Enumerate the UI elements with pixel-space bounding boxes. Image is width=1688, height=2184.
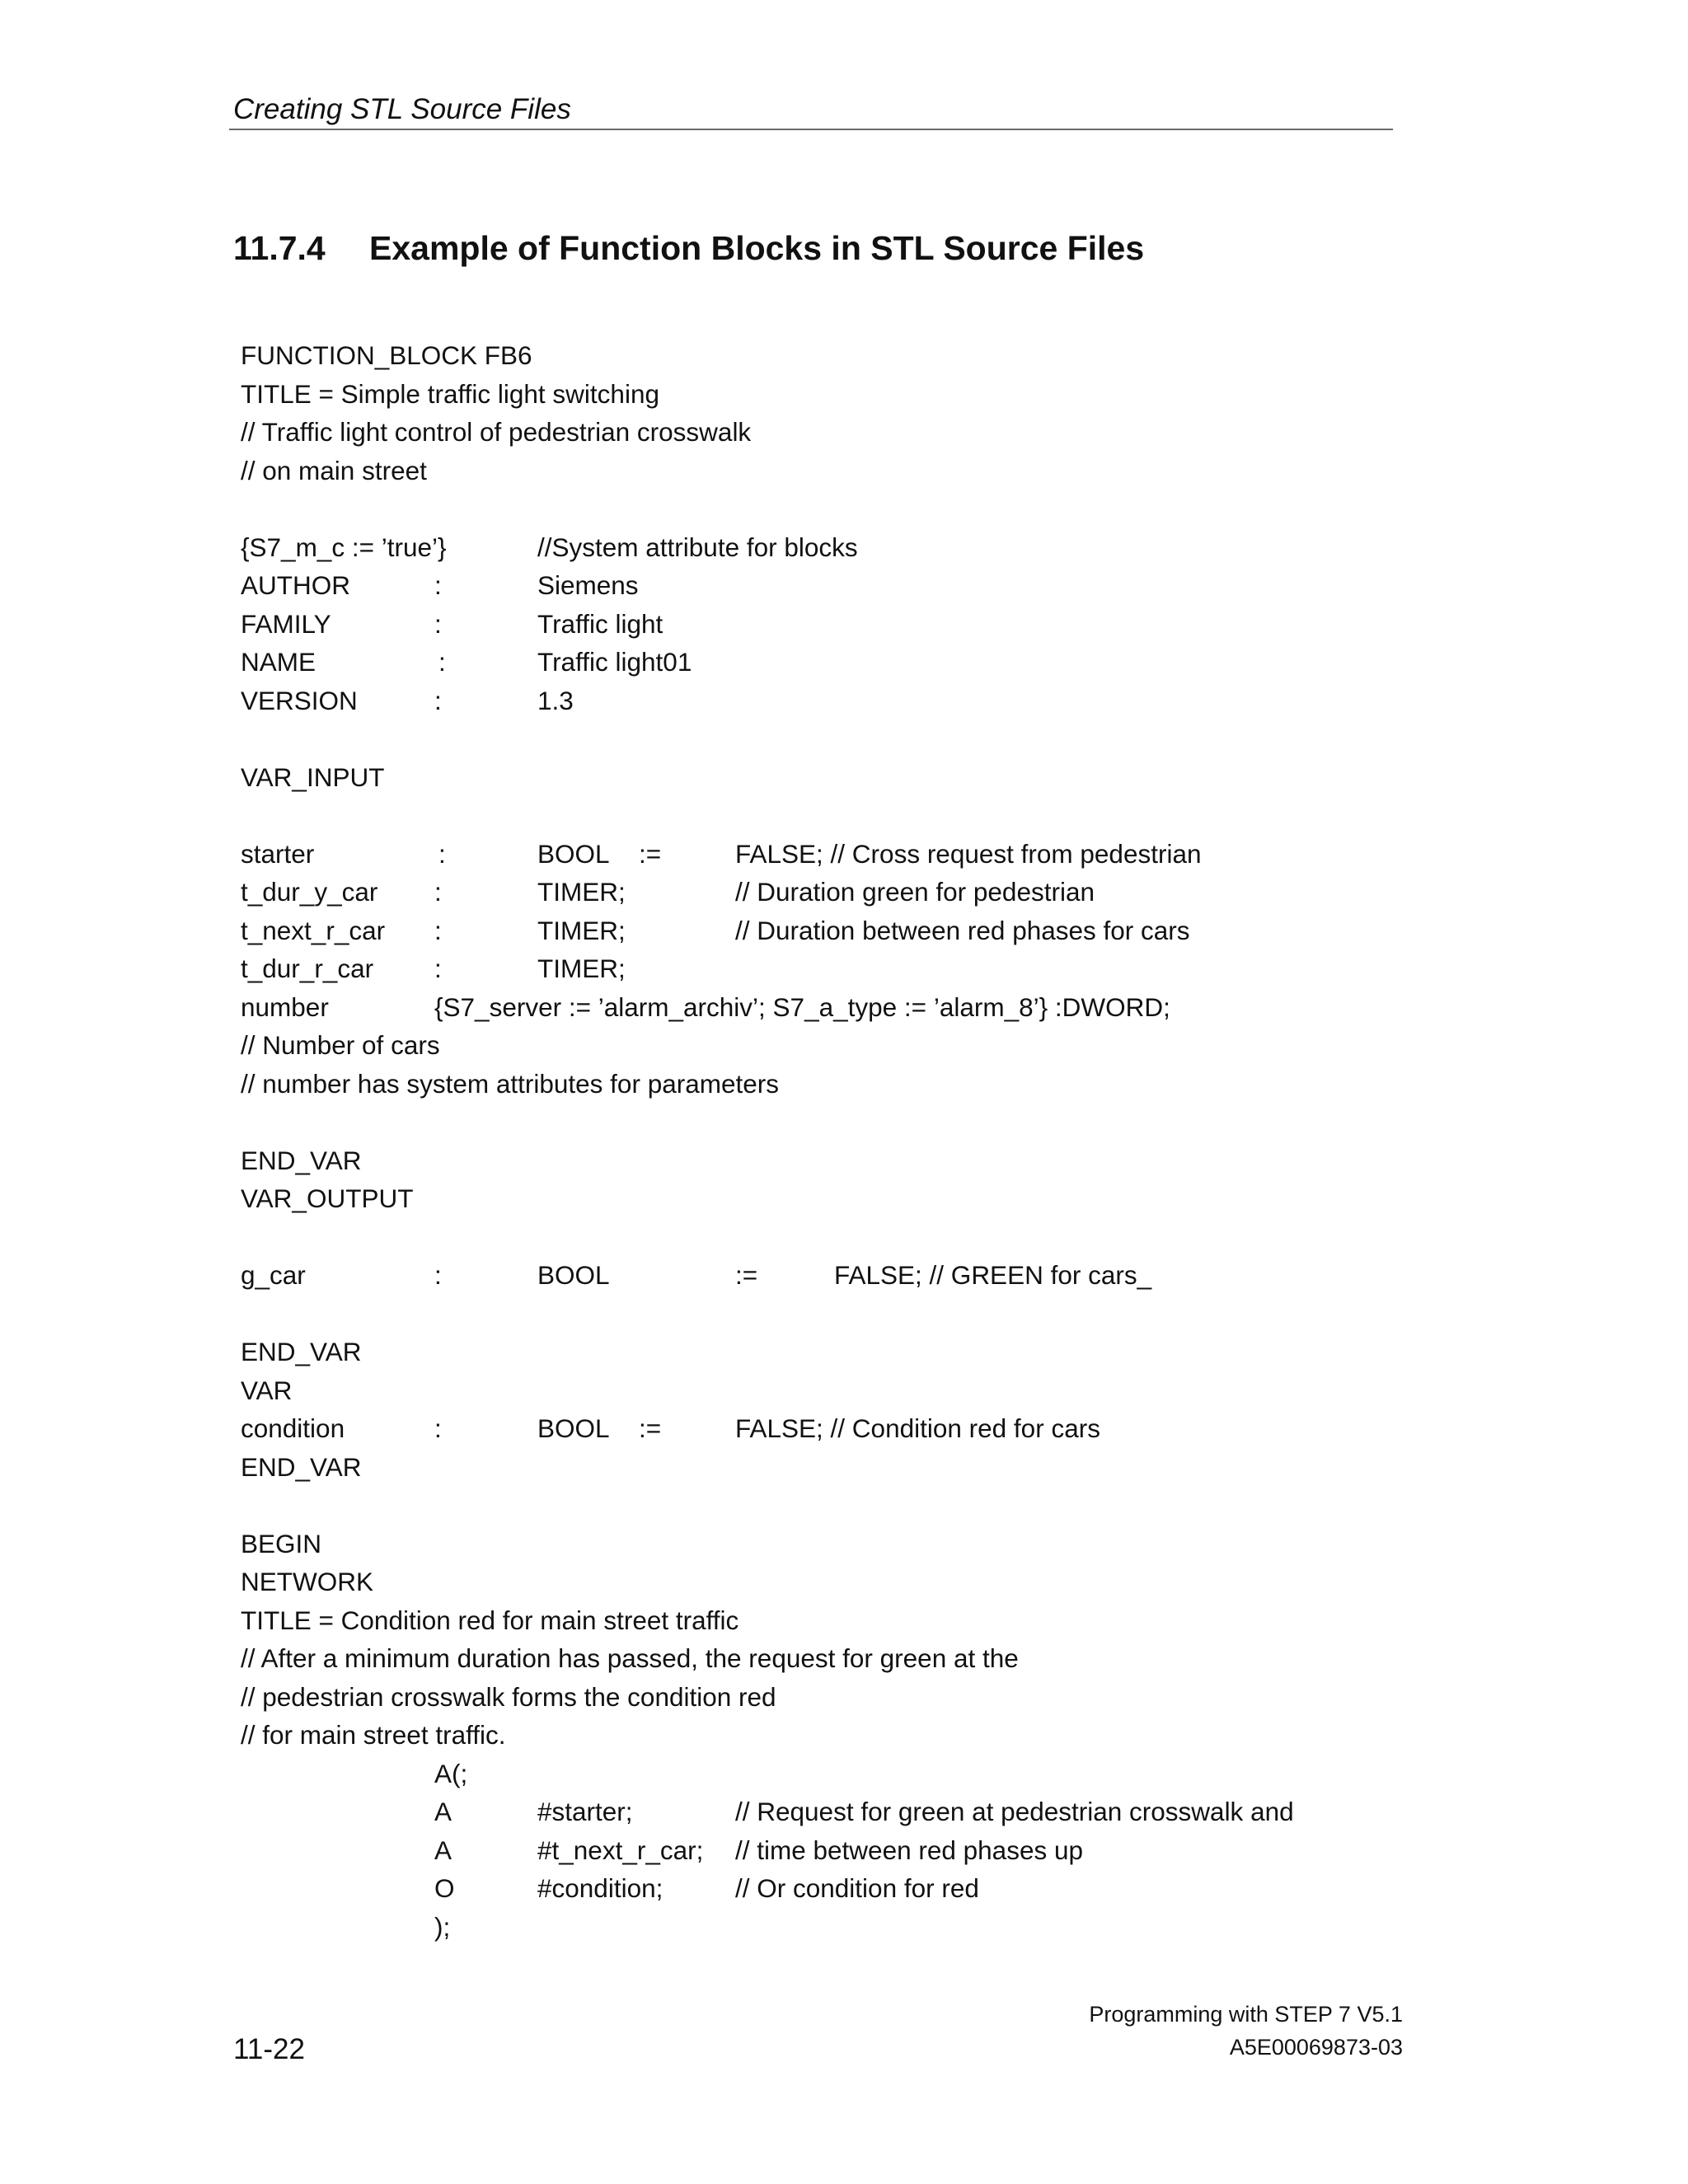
code-token: END_VAR <box>241 1337 362 1366</box>
section-title: Example of Function Blocks in STL Source Files <box>369 229 1145 267</box>
code-line <box>241 1755 1395 1793</box>
code-token: NAME <box>241 647 316 677</box>
blank-line <box>241 796 1395 835</box>
code-line <box>241 1639 1395 1678</box>
code-line <box>241 336 1395 375</box>
code-token: // number has system attributes for parameters <box>241 1068 780 1099</box>
code-token: ); <box>434 1911 451 1942</box>
blank-line <box>241 1486 1395 1525</box>
code-token: : <box>434 954 442 983</box>
code-token: #t_next_r_car; <box>537 1835 704 1865</box>
code-token: END_VAR <box>241 1145 362 1175</box>
code-token: TIMER; <box>537 954 626 983</box>
code-line <box>241 643 1395 682</box>
section-number: 11.7.4 <box>233 229 326 267</box>
code-line <box>241 988 1395 1027</box>
running-header-title: Creating STL Source Files <box>233 93 571 125</box>
code-line <box>241 758 1395 797</box>
code-token: := <box>735 1260 758 1290</box>
code-token: : <box>438 838 446 869</box>
order-number: A5E00069873-03 <box>1229 2035 1403 2060</box>
code-line <box>241 1678 1395 1717</box>
code-token: // time between red phases up <box>735 1835 1084 1865</box>
code-token: : <box>434 608 442 639</box>
header-rule <box>229 129 1393 130</box>
code-token: // pedestrian crosswalk forms the condition red <box>241 1681 776 1712</box>
code-line <box>241 912 1395 950</box>
code-token: #starter; <box>537 1797 633 1826</box>
code-token: BOOL <box>537 1413 610 1443</box>
code-token: number <box>241 991 329 1022</box>
code-token: := <box>639 838 662 869</box>
code-line <box>241 1179 1395 1218</box>
code-line <box>241 1908 1395 1947</box>
code-line <box>241 1409 1395 1448</box>
code-token: A <box>434 1797 452 1826</box>
code-token: t_dur_r_car <box>241 954 374 983</box>
blank-line <box>241 490 1395 528</box>
code-token: Siemens <box>537 570 639 600</box>
code-token: : <box>434 570 442 600</box>
code-token: VAR_INPUT <box>241 762 385 792</box>
code-token: := <box>639 1413 662 1443</box>
code-token: BOOL <box>537 1260 610 1290</box>
code-token: {S7_m_c := ’true’} <box>241 532 447 562</box>
code-token: : <box>434 877 442 907</box>
code-token: NETWORK <box>241 1567 373 1596</box>
code-token: // Or condition for red <box>735 1873 979 1903</box>
code-line <box>241 1065 1395 1104</box>
code-line <box>241 1026 1395 1065</box>
code-token: FUNCTION_BLOCK FB6 <box>241 340 532 370</box>
code-token: AUTHOR <box>241 570 350 600</box>
code-line <box>241 1716 1395 1755</box>
code-token: TITLE = Simple traffic light switching <box>241 378 659 409</box>
code-token: : <box>438 647 446 677</box>
code-token: FALSE; // GREEN for cars_ <box>834 1260 1152 1290</box>
code-token: //System attribute for blocks <box>537 532 858 562</box>
code-token: A <box>434 1835 452 1865</box>
code-line <box>241 1448 1395 1487</box>
code-line <box>241 413 1395 452</box>
code-line <box>241 1525 1395 1563</box>
code-token: t_dur_y_car <box>241 877 378 907</box>
blank-line <box>241 1103 1395 1141</box>
code-token: // on main street <box>241 455 427 485</box>
code-token: TIMER; <box>537 915 626 945</box>
code-token: VAR <box>241 1375 293 1405</box>
code-token: starter <box>241 838 315 869</box>
code-token: // After a minimum duration has passed, the request for green at the <box>241 1643 1019 1673</box>
code-token: #condition; <box>537 1873 663 1903</box>
code-token: // Duration between red phases for cars <box>735 915 1190 945</box>
code-token: condition <box>241 1413 345 1443</box>
code-token: VAR_OUTPUT <box>241 1183 414 1213</box>
code-token: TIMER; <box>537 877 626 907</box>
code-line <box>241 949 1395 988</box>
code-line <box>241 375 1395 414</box>
code-token: TITLE = Condition red for main street traffic <box>241 1605 739 1635</box>
code-line <box>241 835 1395 874</box>
stl-source-listing <box>241 336 1395 1946</box>
code-line <box>241 1333 1395 1371</box>
code-line <box>241 1601 1395 1640</box>
code-token: // Traffic light control of pedestrian crosswalk <box>241 417 752 447</box>
code-line <box>241 605 1395 644</box>
code-line <box>241 682 1395 720</box>
code-token: FAMILY <box>241 608 331 639</box>
code-token: Traffic light01 <box>537 647 692 677</box>
code-token: VERSION <box>241 685 358 715</box>
code-token: t_next_r_car <box>241 915 386 945</box>
footer-publication-info <box>1089 1998 1403 2064</box>
blank-line <box>241 719 1395 758</box>
code-line <box>241 452 1395 490</box>
code-token: 1.3 <box>537 685 574 715</box>
manual-title: Programming with STEP 7 V5.1 <box>1089 2002 1403 2027</box>
code-line <box>241 1563 1395 1601</box>
page-number: 11-22 <box>233 2033 305 2065</box>
code-line <box>241 566 1395 605</box>
code-token: BOOL <box>537 838 610 869</box>
code-token: g_car <box>241 1260 306 1290</box>
code-line <box>241 873 1395 912</box>
code-token: : <box>434 915 442 945</box>
code-token: : <box>434 1413 442 1443</box>
code-token: // Number of cars <box>241 1030 440 1060</box>
code-line <box>241 1256 1395 1295</box>
code-token: O <box>434 1873 455 1903</box>
code-token: END_VAR <box>241 1451 362 1482</box>
code-token: FALSE; // Cross request from pedestrian <box>735 838 1202 869</box>
code-token: // Request for green at pedestrian crosswalk and <box>735 1797 1294 1826</box>
code-line <box>241 1141 1395 1180</box>
code-token: {S7_server := ’alarm_archiv’; S7_a_type := ’alarm_8’} :DWORD; <box>434 991 1170 1022</box>
code-line <box>241 1869 1395 1908</box>
code-token: Traffic light <box>537 608 663 639</box>
code-token: A(; <box>434 1758 468 1788</box>
code-token: // Duration green for pedestrian <box>735 877 1095 907</box>
code-token: : <box>434 685 442 715</box>
code-token: FALSE; // Condition red for cars <box>735 1413 1100 1443</box>
code-token: BEGIN <box>241 1528 322 1558</box>
code-line <box>241 1793 1395 1831</box>
blank-line <box>241 1295 1395 1333</box>
code-token: : <box>434 1260 442 1290</box>
code-line <box>241 1831 1395 1870</box>
code-token: // for main street traffic. <box>241 1720 506 1750</box>
code-line <box>241 528 1395 567</box>
code-line <box>241 1371 1395 1410</box>
blank-line <box>241 1218 1395 1257</box>
